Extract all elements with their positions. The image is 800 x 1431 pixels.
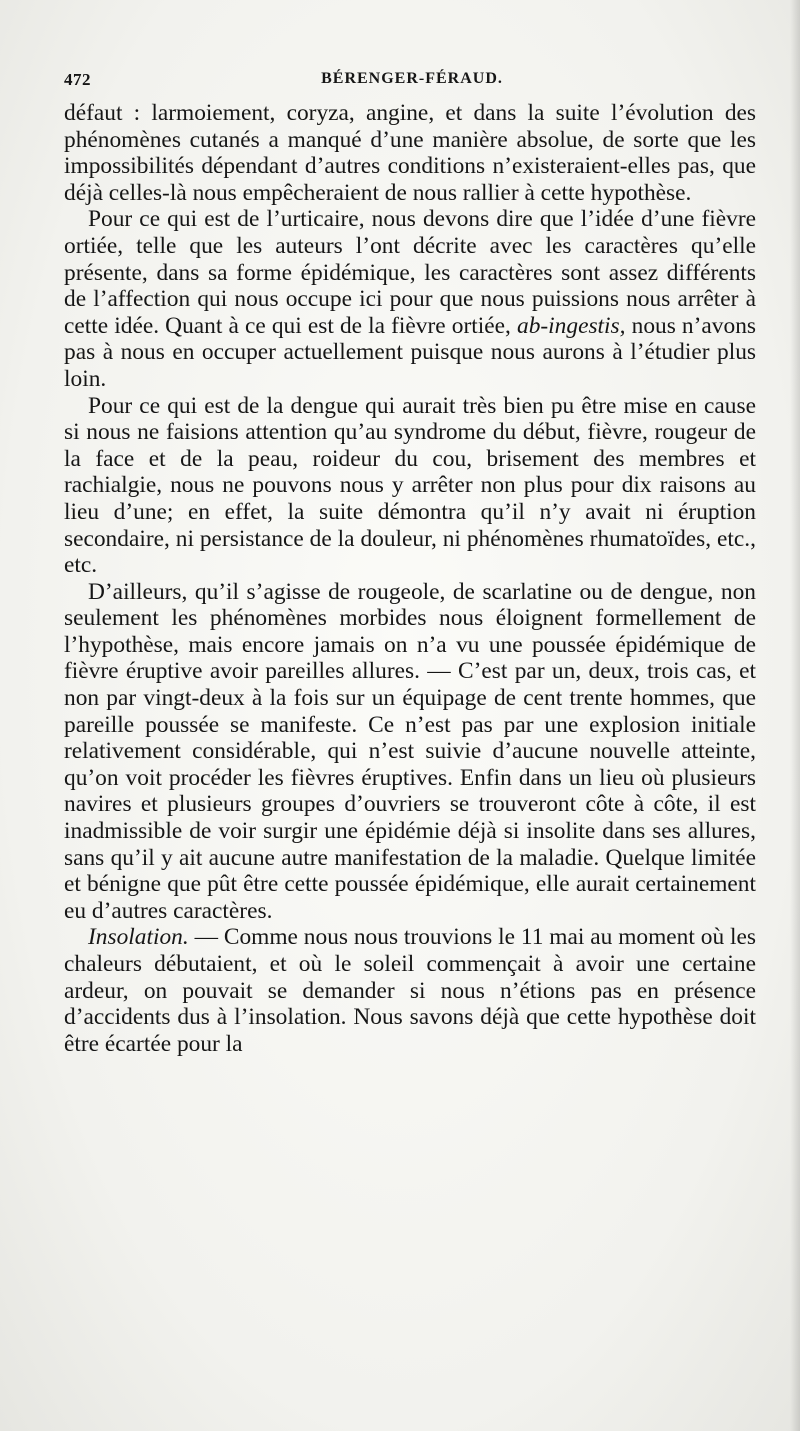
- page-number: 472: [64, 70, 91, 89]
- paragraph-fievres-eruptives: [64, 579, 756, 925]
- body-text: [64, 100, 756, 1057]
- section-heading-insolation: Insolation.: [88, 924, 189, 951]
- page-edge-shadow: [790, 0, 800, 1431]
- paragraph-insolation: [64, 924, 756, 1057]
- paragraph-dengue: [64, 393, 756, 579]
- paragraph-text: défaut : larmoiement, coryza, angine, et dans la suite l’évolution des phénomènes cutanés a manqué d’une manière absolue, de sorte que les impossibilités dépendant d’autres conditions n’existeraient-elles pas, que déjà celles-là nous empêcheraient de nous rallier à cette hypothèse.: [64, 100, 756, 206]
- paragraph-text: — Comme nous nous trouvions le 11 mai au moment où les chaleurs débutaient, et où le soleil commençait à avoir une certaine ardeur, on pouvait se demander si nous n’étions pas en présence d’accidents dus à l’insolation. Nous savons déjà que cette hypothèse doit être écartée pour la: [64, 924, 756, 1057]
- paragraph-continuation: [64, 100, 756, 206]
- paragraph-text: D’ailleurs, qu’il s’agisse de rougeole, de scarlatine ou de dengue, non seulement les phénomènes morbides nous éloignent formellement de l’hypothèse, mais encore jamais on n’a vu une poussée épidémique de fièvre éruptive avoir pareilles allures. — C’est par un, deux, trois cas, et non par vingt-deux à la fois sur un équipage de cent trente hommes, que pareille poussée se manifeste. Ce n’est pas par une explosion initiale relativement considérable, qui n’est suivie d’aucune nouvelle atteinte, qu’on voit procéder les fièvres éruptives. Enfin dans un lieu où plusieurs navires et plusieurs groupes d’ouvriers se trouveront côte à côte, il est inadmissible de voir surgir une épidémie déjà si insolite dans ses allures, sans qu’il y ait aucune autre manifestation de la maladie. Quelque limitée et bénigne que pût être cette poussée épidémique, elle aurait certainement eu d’autres caractères.: [64, 578, 756, 924]
- paragraph-text: Pour ce qui est de la dengue qui aurait très bien pu être mise en cause si nous ne faisions attention qu’au syndrome du début, fièvre, rougeur de la face et de la peau, roideur du cou, brisement des membres et rachialgie, nous ne pouvons nous y arrêter non plus pour dix raisons au lieu d’une; en effet, la suite démontra qu’il n’y avait ni éruption secondaire, ni persistance de la douleur, ni phénomènes rhumatoïdes, etc., etc.: [64, 392, 756, 579]
- page-header: [64, 70, 760, 94]
- paragraph-urticaire: [64, 206, 756, 392]
- running-head: BÉRENGER-FÉRAUD.: [321, 70, 503, 87]
- italic-term: ab-ingestis,: [517, 312, 626, 339]
- paragraph-text: nous n’avons pas à nous en occuper actuellement puisque nous aurons à l’étudier plus loin.: [64, 312, 756, 392]
- paragraph-text: Pour ce qui est de l’urticaire, nous devons dire que l’idée d’une fièvre ortiée, telle que les auteurs l’ont décrite avec les caractères qu’elle présente, dans sa forme épidémique, les caractères sont assez différents de l’affection qui nous occupe ici pour que nous puissions nous arrêter à cette idée. Quant à ce qui est de la fièvre ortiée,: [64, 206, 756, 339]
